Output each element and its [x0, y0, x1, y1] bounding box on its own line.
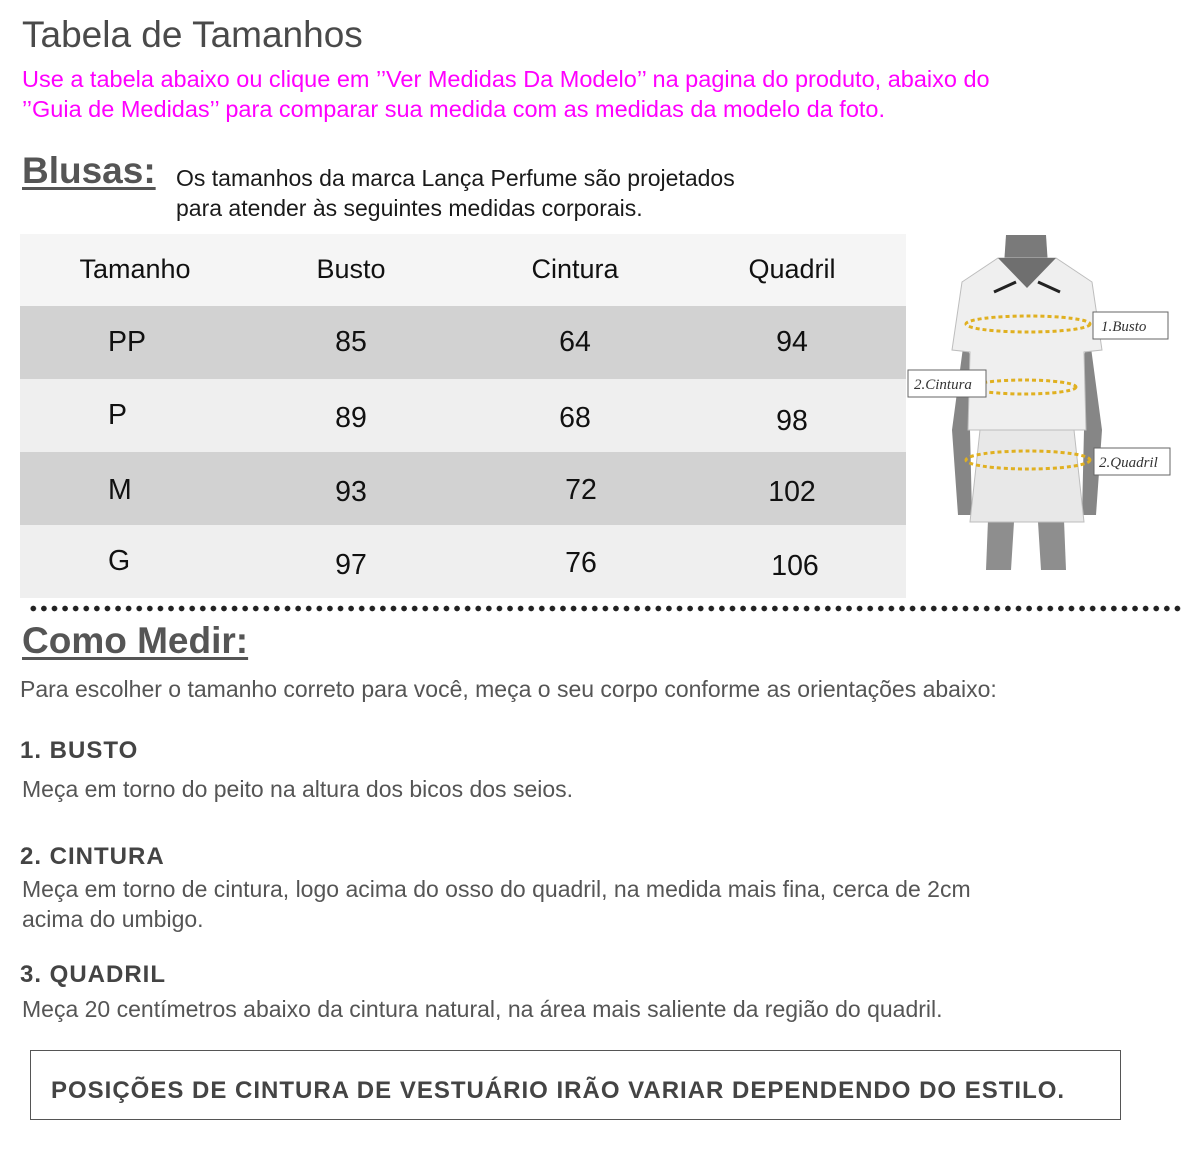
quadril-label: 2.Quadril	[1099, 455, 1158, 471]
busto-cell: 85	[335, 326, 367, 358]
notice-box	[30, 1050, 1121, 1120]
intro-line-1: Use a tabela abaixo ou clique em ’’Ver Medidas Da Modelo’’ na pagina do produto, abaixo do	[22, 66, 990, 92]
dotted-divider	[28, 605, 1184, 612]
size-cell: G	[108, 545, 131, 577]
table-header-row	[20, 234, 906, 306]
quadril-cell: 94	[776, 326, 808, 358]
right-leg-shape	[1038, 520, 1066, 570]
cintura-section-text	[22, 874, 971, 934]
size-cell: P	[108, 399, 128, 431]
quadril-cell: 98	[776, 405, 808, 437]
header-busto: Busto	[316, 254, 386, 284]
quadril-cell: 106	[771, 550, 819, 582]
cintura-cell: 64	[559, 326, 591, 358]
page-title: Tabela de Tamanhos	[22, 14, 363, 55]
busto-section-text	[22, 774, 573, 804]
cintura-label: 2.Cintura	[914, 377, 972, 393]
size-table	[20, 234, 906, 598]
busto-label: 1.Busto	[1101, 319, 1147, 335]
notice-text: POSIÇÕES DE CINTURA DE VESTUÁRIO IRÃO VARIAR DEPENDENDO DO ESTILO.	[51, 1077, 1066, 1104]
header-cintura: Cintura	[531, 254, 619, 284]
size-cell: PP	[108, 326, 147, 358]
skirt-shape	[970, 430, 1084, 522]
quadril-text-line: Meça 20 centímetros abaixo da cintura natural, na área mais saliente da região do quadril.	[22, 996, 943, 1022]
intro-line-2: ’’Guia de Medidas’’ para comparar sua medida com as medidas da modelo da foto.	[22, 96, 886, 122]
header-quadril: Quadril	[748, 254, 836, 284]
cintura-cell: 76	[565, 547, 597, 579]
blusas-heading: Blusas:	[22, 150, 156, 191]
cintura-cell: 72	[565, 474, 597, 506]
intro-text	[22, 64, 1182, 124]
measurement-figure	[906, 230, 1181, 575]
left-leg-shape	[986, 520, 1014, 570]
cintura-cell: 68	[559, 402, 591, 434]
table-row	[20, 452, 906, 525]
como-medir-heading: Como Medir:	[22, 620, 249, 661]
table-row	[20, 379, 906, 452]
blusas-desc-line-2: para atender às seguintes medidas corporais.	[176, 195, 643, 221]
busto-cell: 89	[335, 402, 367, 434]
busto-text-line: Meça em torno do peito na altura dos bicos dos seios.	[22, 776, 574, 802]
header-tamanho: Tamanho	[79, 254, 191, 284]
quadril-section-title: 3. QUADRIL	[20, 961, 167, 988]
blusas-description	[176, 163, 735, 223]
cintura-text-line: Meça em torno de cintura, logo acima do osso do quadril, na medida mais fina, cerca de 2cm	[22, 876, 971, 902]
quadril-section-text	[22, 994, 943, 1024]
quadril-cell: 102	[768, 476, 816, 508]
table-row	[20, 525, 906, 598]
table-row	[20, 306, 906, 379]
como-medir-intro: Para escolher o tamanho correto para você, meça o seu corpo conforme as orientações abaixo:	[20, 676, 997, 702]
size-cell: M	[108, 474, 132, 506]
busto-section-title: 1. BUSTO	[20, 737, 139, 764]
cintura-section-title: 2. CINTURA	[20, 843, 165, 870]
busto-cell: 97	[335, 549, 367, 581]
busto-cell: 93	[335, 476, 367, 508]
cintura-text-line: acima do umbigo.	[22, 906, 204, 932]
blusas-desc-line-1: Os tamanhos da marca Lança Perfume são projetados	[176, 165, 735, 191]
